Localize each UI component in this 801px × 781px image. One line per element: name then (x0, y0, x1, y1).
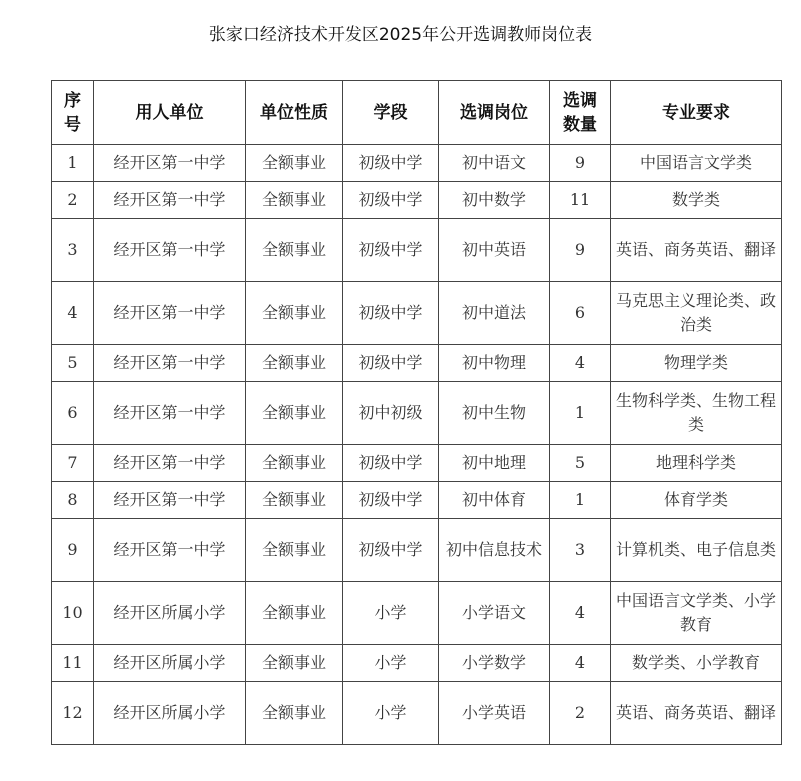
cell-seq: 10 (52, 582, 94, 645)
cell-count: 4 (550, 345, 611, 382)
cell-post: 初中生物 (439, 382, 550, 445)
cell-count: 4 (550, 582, 611, 645)
cell-seq: 2 (52, 182, 94, 219)
cell-seq: 1 (52, 145, 94, 182)
header-seq: 序 号 (52, 81, 94, 145)
cell-post: 小学数学 (439, 645, 550, 682)
cell-nature: 全额事业 (246, 145, 343, 182)
cell-unit: 经开区第一中学 (94, 282, 246, 345)
cell-nature: 全额事业 (246, 582, 343, 645)
cell-seq: 4 (52, 282, 94, 345)
cell-unit: 经开区所属小学 (94, 582, 246, 645)
cell-unit: 经开区第一中学 (94, 219, 246, 282)
cell-major: 物理学类 (611, 345, 782, 382)
header-unit: 用人单位 (94, 81, 246, 145)
cell-stage: 初级中学 (343, 219, 439, 282)
cell-count: 9 (550, 219, 611, 282)
cell-major: 英语、商务英语、翻译 (611, 219, 782, 282)
cell-major: 体育学类 (611, 482, 782, 519)
cell-count: 1 (550, 382, 611, 445)
cell-seq: 9 (52, 519, 94, 582)
cell-stage: 小学 (343, 582, 439, 645)
cell-count: 5 (550, 445, 611, 482)
cell-post: 小学语文 (439, 582, 550, 645)
table-row (52, 582, 782, 645)
header-major: 专业要求 (611, 81, 782, 145)
cell-nature: 全额事业 (246, 219, 343, 282)
cell-stage: 初级中学 (343, 445, 439, 482)
cell-nature: 全额事业 (246, 445, 343, 482)
cell-post: 初中语文 (439, 145, 550, 182)
cell-stage: 小学 (343, 645, 439, 682)
table-row (52, 445, 782, 482)
cell-unit: 经开区第一中学 (94, 519, 246, 582)
cell-stage: 初级中学 (343, 145, 439, 182)
cell-post: 初中物理 (439, 345, 550, 382)
cell-nature: 全额事业 (246, 282, 343, 345)
page-title: 张家口经济技术开发区2025年公开选调教师岗位表 (208, 25, 593, 45)
cell-seq: 11 (52, 645, 94, 682)
cell-post: 初中信息技术 (439, 519, 550, 582)
table-row (52, 219, 782, 282)
cell-stage: 初级中学 (343, 482, 439, 519)
cell-nature: 全额事业 (246, 519, 343, 582)
header-post: 选调岗位 (439, 81, 550, 145)
table-row (52, 282, 782, 345)
header-row (52, 81, 782, 145)
header-stage: 学段 (343, 81, 439, 145)
cell-count: 1 (550, 482, 611, 519)
cell-stage: 初级中学 (343, 282, 439, 345)
cell-count: 9 (550, 145, 611, 182)
cell-count: 3 (550, 519, 611, 582)
cell-stage: 初级中学 (343, 519, 439, 582)
cell-seq: 5 (52, 345, 94, 382)
table-row (52, 645, 782, 682)
cell-major: 马克思主义理论类、政治类 (611, 282, 782, 345)
cell-nature: 全额事业 (246, 182, 343, 219)
cell-major: 中国语言文学类、小学教育 (611, 582, 782, 645)
cell-nature: 全额事业 (246, 382, 343, 445)
cell-major: 数学类、小学教育 (611, 645, 782, 682)
header-nature: 单位性质 (246, 81, 343, 145)
cell-post: 初中数学 (439, 182, 550, 219)
cell-post: 初中道法 (439, 282, 550, 345)
cell-count: 6 (550, 282, 611, 345)
cell-count: 2 (550, 682, 611, 745)
cell-unit: 经开区第一中学 (94, 345, 246, 382)
cell-stage: 初级中学 (343, 182, 439, 219)
table-row (52, 382, 782, 445)
cell-major: 地理科学类 (611, 445, 782, 482)
table-row (52, 182, 782, 219)
cell-stage: 小学 (343, 682, 439, 745)
cell-stage: 初中初级 (343, 382, 439, 445)
cell-seq: 12 (52, 682, 94, 745)
cell-major: 中国语言文学类 (611, 145, 782, 182)
cell-count: 4 (550, 645, 611, 682)
cell-post: 小学英语 (439, 682, 550, 745)
cell-nature: 全额事业 (246, 645, 343, 682)
header-count: 选调 数量 (550, 81, 611, 145)
cell-unit: 经开区第一中学 (94, 145, 246, 182)
cell-post: 初中英语 (439, 219, 550, 282)
cell-unit: 经开区所属小学 (94, 645, 246, 682)
table-row (52, 345, 782, 382)
cell-seq: 7 (52, 445, 94, 482)
cell-count: 11 (550, 182, 611, 219)
cell-seq: 3 (52, 219, 94, 282)
cell-unit: 经开区第一中学 (94, 182, 246, 219)
cell-major: 英语、商务英语、翻译 (611, 682, 782, 745)
cell-seq: 8 (52, 482, 94, 519)
table-row (52, 682, 782, 745)
cell-unit: 经开区第一中学 (94, 445, 246, 482)
table-row (52, 519, 782, 582)
cell-unit: 经开区所属小学 (94, 682, 246, 745)
positions-table (51, 80, 782, 745)
cell-nature: 全额事业 (246, 345, 343, 382)
cell-nature: 全额事业 (246, 682, 343, 745)
cell-major: 生物科学类、生物工程类 (611, 382, 782, 445)
cell-unit: 经开区第一中学 (94, 382, 246, 445)
cell-nature: 全额事业 (246, 482, 343, 519)
cell-seq: 6 (52, 382, 94, 445)
table-row (52, 145, 782, 182)
cell-post: 初中地理 (439, 445, 550, 482)
table-row (52, 482, 782, 519)
cell-unit: 经开区第一中学 (94, 482, 246, 519)
cell-major: 计算机类、电子信息类 (611, 519, 782, 582)
cell-post: 初中体育 (439, 482, 550, 519)
cell-major: 数学类 (611, 182, 782, 219)
cell-stage: 初级中学 (343, 345, 439, 382)
